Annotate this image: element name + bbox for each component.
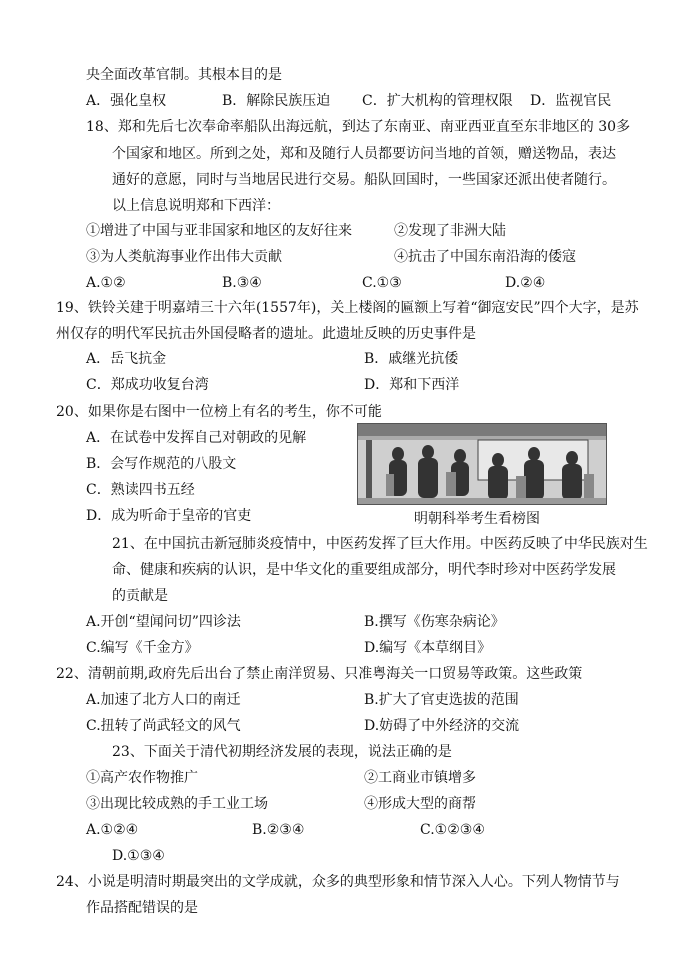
q23-option-a: A.①②④ [86,822,139,838]
q24-stem-line2: 作品搭配错误的是 [86,900,198,916]
q19-option-a: A．岳飞抗金 [86,351,167,367]
q23-item-2: ②工商业市镇增多 [364,770,476,786]
q20-stem: 20、如果你是右图中一位榜上有名的考生，你不可能 [56,404,382,420]
q18-option-b: B.③④ [222,275,262,291]
q23-option-c: C.①②③④ [420,822,485,838]
q17-option-d: D．监视官民 [530,93,612,109]
exam-results-illustration [357,423,607,505]
q21-option-c: C.编写《千金方》 [86,640,199,656]
q23-option-b: B.②③④ [252,822,305,838]
q20-option-d: D．成为听命于皇帝的官吏 [86,508,252,524]
q23-stem: 23、下面关于清代初期经济发展的表现，说法正确的是 [112,744,452,760]
illustration-caption: 明朝科举考生看榜图 [414,511,540,527]
q17-option-c: C．扩大机构的管理权限 [362,93,513,109]
q23-option-d: D.①③④ [112,848,165,864]
q19-stem-line1: 19、铁铃关建于明嘉靖三十六年(1557年)，关上楼阁的匾额上写着“御寇安民”四个大字，是苏 [56,300,639,316]
q22-option-b: B.扩大了官吏选拔的范围 [364,692,519,708]
q18-item-3: ③为人类航海事业作出伟大贡献 [86,249,282,265]
q22-stem: 22、清朝前期,政府先后出台了禁止南洋贸易、只准粤海关一口贸易等政策。这些政策 [56,666,583,682]
q18-item-1: ①增进了中国与亚非国家和地区的友好往来 [86,223,352,239]
q22-option-d: D.妨碍了中外经济的交流 [364,718,520,734]
q21-stem-line1: 21、在中国抗击新冠肺炎疫情中，中医药发挥了巨大作用。中医药反映了中华民族对生 [112,536,648,552]
q20-option-c: C．熟读四书五经 [86,482,195,498]
q22-option-a: A.加速了北方人口的南迁 [86,692,241,708]
q21-stem-line3: 的贡献是 [112,588,168,604]
q20-option-a: A．在试卷中发挥自己对朝政的见解 [86,430,307,446]
q18-item-4: ④抗击了中国东南沿海的倭寇 [394,249,576,265]
q24-stem-line1: 24、小说是明清时期最突出的文学成就，众多的典型形象和情节深入人心。下列人物情节与 [56,874,620,890]
q21-option-d: D.编写《本草纲目》 [364,640,492,656]
q17-option-b: B．解除民族压迫 [222,93,331,109]
q17-option-a: A．强化皇权 [86,93,167,109]
q21-stem-line2: 命、健康和疾病的认识，是中华文化的重要组成部分，明代李时珍对中医药学发展 [112,562,616,578]
exam-results-drawing [358,424,606,504]
q23-item-4: ④形成大型的商帮 [364,796,476,812]
q19-option-b: B．戚继光抗倭 [364,351,459,367]
q18-stem-line2: 个国家和地区。所到之处，郑和及随行人员都要访问当地的首领，赠送物品，表达 [112,146,616,162]
q17-stem-tail: 央全面改革官制。其根本目的是 [86,67,282,83]
q23-item-3: ③出现比较成熟的手工业工场 [86,796,268,812]
q22-option-c: C.扭转了尚武轻文的风气 [86,718,241,734]
q19-stem-line2: 州仅存的明代军民抗击外国侵略者的遗址。此遗址反映的历史事件是 [56,326,476,342]
q23-item-1: ①高产农作物推广 [86,770,198,786]
q18-item-2: ②发现了非洲大陆 [394,223,506,239]
q18-stem-line4: 以上信息说明郑和下西洋： [112,198,280,214]
q18-stem-line3: 通好的意愿，同时与当地居民进行交易。船队回国时，一些国家还派出使者随行。 [112,172,616,188]
q18-stem-line1: 18、郑和先后七次奉命率船队出海远航，到达了东南亚、南亚西亚直至东非地区的 30多 [86,119,631,135]
q19-option-c: C．郑成功收复台湾 [86,377,209,393]
q21-option-a: A.开创“望闻问切”四诊法 [86,614,241,630]
q18-option-a: A.①② [86,275,126,291]
q21-option-b: B.撰写《伤寒杂病论》 [364,614,505,630]
q20-option-b: B．会写作规范的八股文 [86,456,237,472]
q19-option-d: D．郑和下西洋 [364,377,460,393]
q18-option-c: C.①③ [362,275,402,291]
q18-option-d: D.②④ [505,275,546,291]
